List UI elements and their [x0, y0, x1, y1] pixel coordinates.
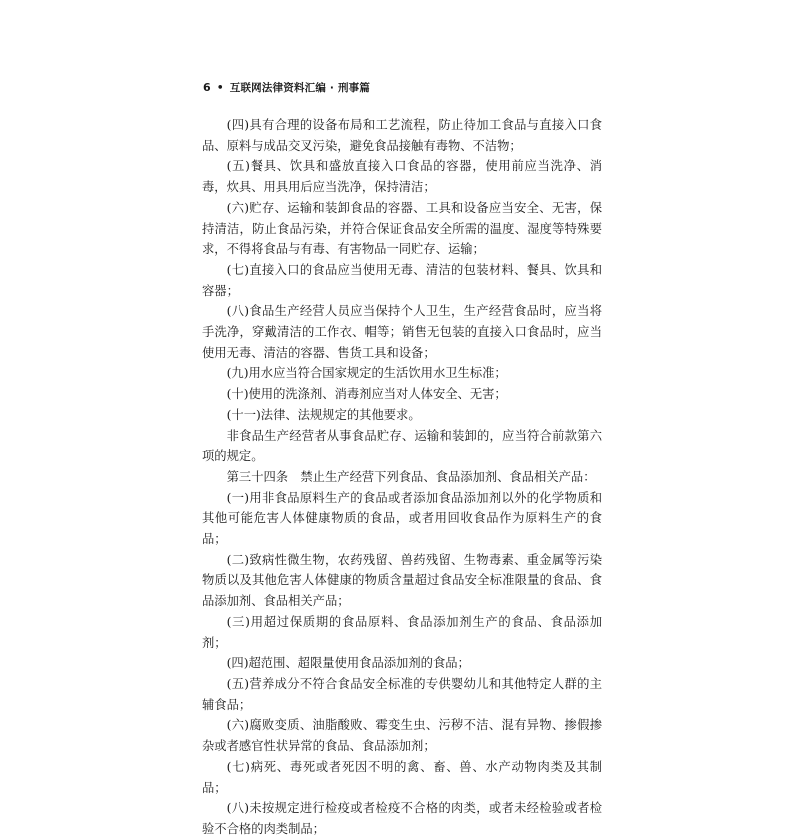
- paragraph-item-5: (五)餐具、饮具和盛放直接入口食品的容器，使用前应当洗净、消毒，炊具、用具用后应当洗净，保持清洁；: [202, 159, 602, 195]
- header-separator: •: [216, 82, 224, 94]
- paragraph-item-4: (四)具有合理的设备布局和工艺流程，防止待加工食品与直接入口食品、原料与成品交叉污染，避免食品接触有毒物、不洁物；: [202, 118, 602, 153]
- article-34-item-6: (六)腐败变质、油脂酸败、霉变生虫、污秽不洁、混有异物、掺假掺杂或者感官性状异常的食品、食品添加剂；: [202, 718, 602, 754]
- article-34-heading: 第三十四条 禁止生产经营下列食品、食品添加剂、食品相关产品：: [226, 469, 596, 484]
- article-34-item-5: (五)营养成分不符合食品安全标准的专供婴幼儿和其他特定人群的主辅食品；: [202, 676, 602, 712]
- article-34-item-3: (三)用超过保质期的食品原料、食品添加剂生产的食品、食品添加剂；: [202, 614, 602, 650]
- book-title: 互联网法律资料汇编 · 刑事篇: [229, 82, 371, 94]
- article-34-item-8: (八)未按规定进行检疫或者检疫不合格的肉类，或者未经检验或者检验不合格的肉类制品；: [202, 801, 602, 836]
- paragraph-item-10: (十)使用的洗涤剂、消毒剂应当对人体安全、无害；: [226, 387, 507, 402]
- paragraph-item-9: (九)用水应当符合国家规定的生活饮用水卫生标准；: [226, 366, 507, 381]
- paragraph-item-6: (六)贮存、运输和装卸食品的容器、工具和设备应当安全、无害，保持清洁，防止食品污染，并符合保证食品安全所需的温度、湿度等特殊要求，不得将食品与有毒、有害物品一同贮存、运输；: [202, 200, 602, 257]
- paragraph-item-8: (八)食品生产经营人员应当保持个人卫生，生产经营食品时，应当将手洗净，穿戴清洁的工作衣、帽等；销售无包装的直接入口食品时，应当使用无毒、清洁的容器、售货工具和设备；: [202, 304, 602, 360]
- article-34-item-2: (二)致病性微生物，农药残留、兽药残留、生物毒素、重金属等污染物质以及其他危害人体健康的物质含量超过食品安全标准限量的食品、食品添加剂、食品相关产品；: [202, 552, 602, 609]
- body-text: [202, 115, 602, 840]
- running-header: [203, 80, 370, 95]
- paragraph-item-11: (十一)法律、法规规定的其他要求。: [226, 407, 421, 422]
- page-number: 6: [203, 81, 211, 94]
- article-34-item-1: (一)用非食品原料生产的食品或者添加食品添加剂以外的化学物质和其他可能危害人体健康物质的食品，或者用回收食品作为原料生产的食品；: [202, 490, 602, 547]
- article-34-item-7: (七)病死、毒死或者死因不明的禽、畜、兽、水产动物肉类及其制品；: [202, 759, 602, 795]
- article-34-item-4: (四)超范围、超限量使用食品添加剂的食品；: [226, 656, 470, 671]
- paragraph-non-producer: 非食品生产经营者从事食品贮存、运输和装卸的，应当符合前款第六项的规定。: [202, 428, 602, 464]
- paragraph-item-7: (七)直接入口的食品应当使用无毒、清洁的包装材料、餐具、饮具和容器；: [202, 262, 602, 298]
